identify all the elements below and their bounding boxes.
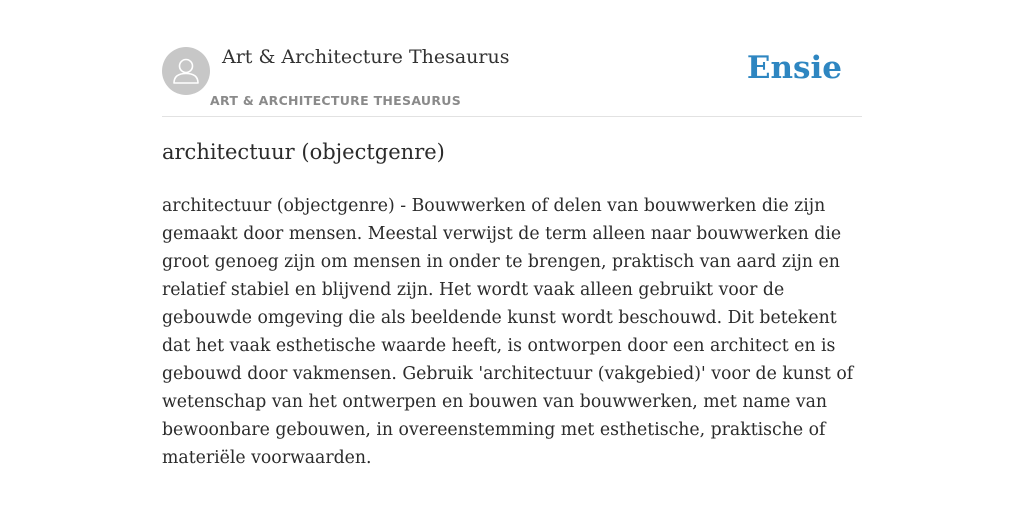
author-name[interactable]: Art & Architecture Thesaurus — [222, 46, 510, 68]
definition-text: architectuur (objectgenre) - Bouwwerken of delen van bouwwerken die zijn gemaakt door mensen. Meestal verwijst de term alleen naar bouwwerken die groot genoeg zijn om mensen in onder te brengen, praktisch van aard zijn en relatief stabiel en blijvend zijn. Het wordt vaak alleen gebruikt voor de gebouwde omgeving die als beeldende kunst wordt beschouwd. Dit betekent dat het vaak esthetische waarde heeft, is ontworpen door een architect en is gebouwd door vakmensen. Gebruik 'architectuur (vakgebied)' voor de kunst of wetenschap van het ontwerpen en bouwen van bouwwerken, met name van bewoonbare gebouwen, in overeenstemming met esthetische, praktische of materiële voorwaarden. — [162, 196, 854, 468]
header — [162, 40, 862, 117]
user-avatar-icon[interactable] — [162, 47, 210, 95]
page-title: architectuur (objectgenre) — [162, 140, 445, 164]
brand-logo[interactable]: Ensie — [746, 50, 842, 86]
source-label[interactable]: ART & ARCHITECTURE THESAURUS — [210, 93, 462, 108]
